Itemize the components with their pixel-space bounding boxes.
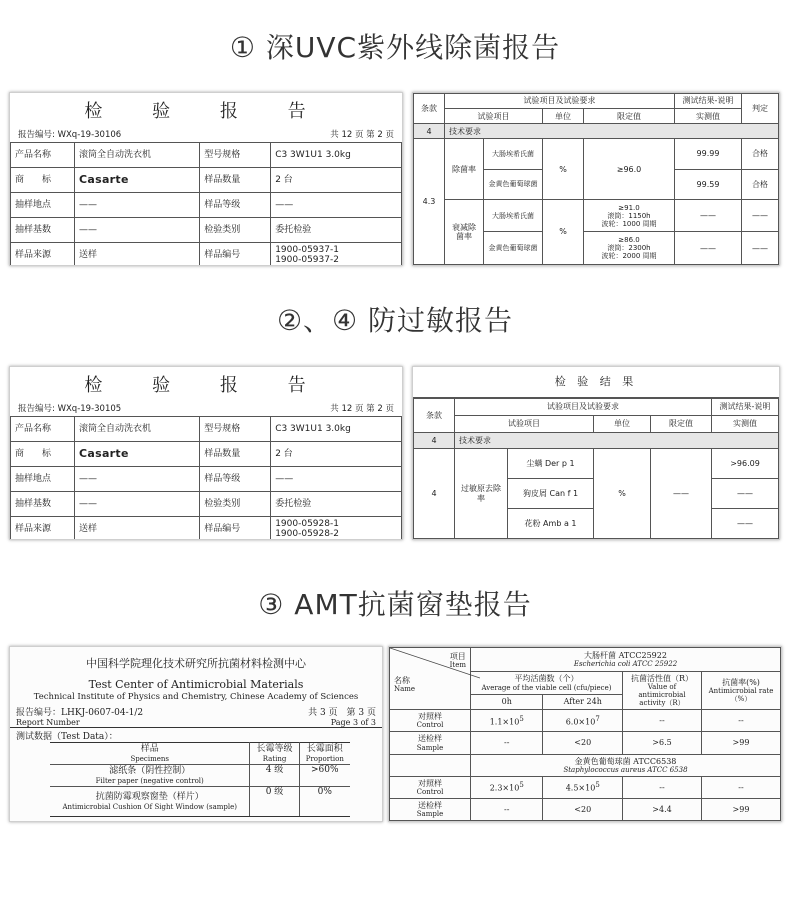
- cell: 委托检验: [271, 218, 402, 243]
- allergy-inspection-report: [9, 366, 403, 540]
- cell: [390, 754, 471, 776]
- cell: 衰减除菌率: [445, 200, 484, 265]
- cell: 4: [414, 433, 455, 449]
- center-name-en: Test Center of Antimicrobial Materials: [88, 678, 304, 691]
- cell: >96.09: [712, 449, 779, 479]
- cell: 狗皮屑 Can f 1: [508, 479, 594, 509]
- cell: 样品编号: [200, 517, 271, 541]
- row-label: 对照样 Control: [390, 710, 471, 732]
- cell: <20: [543, 732, 623, 754]
- cell: 过敏原去除率: [455, 449, 508, 539]
- mold-rating-table: [50, 742, 350, 817]
- cell: 除菌率: [445, 139, 484, 200]
- table-row: [11, 492, 402, 517]
- cell: $1.1\times 10^5$: [471, 710, 543, 732]
- cell: 大肠埃希氏菌: [484, 200, 543, 232]
- cell: 委托检验: [271, 492, 402, 517]
- uvc-test-results: [412, 92, 780, 266]
- cell: 检验类别: [200, 492, 271, 517]
- section-title-allergy: ②、④ 防过敏报告: [276, 304, 514, 337]
- cell: ——: [75, 492, 200, 517]
- allergy-test-results: [412, 366, 780, 540]
- report-heading: 检 验 报 告: [84, 101, 328, 122]
- cell: 型号规格: [200, 417, 271, 442]
- cell: --: [471, 732, 543, 754]
- item-label: 项目 Item: [449, 652, 466, 670]
- cell: $6.0\times 10^7$: [543, 710, 623, 732]
- table-row: [11, 417, 402, 442]
- cell: %: [543, 200, 584, 265]
- cell: 金黄色葡萄球菌: [484, 232, 543, 265]
- cell: 送样: [75, 517, 200, 541]
- header-cell: 单位: [594, 416, 651, 433]
- cell: 样品等级: [200, 193, 271, 218]
- cell: >99: [702, 798, 781, 820]
- cell: ——: [712, 479, 779, 509]
- cell: 0%: [299, 787, 350, 817]
- header-cell: 试验项目及试验要求: [445, 94, 675, 109]
- name-label: 名称 Name: [394, 676, 416, 694]
- cell: 产品名称: [11, 417, 75, 442]
- report-number: 报告编号：LHKJ-0607-04-1/2: [16, 708, 144, 718]
- section-title-amt: ③ AMT抗菌窗垫报告: [258, 588, 532, 621]
- header-cell: 限定值: [651, 416, 712, 433]
- amt-antibacterial-results: [388, 646, 782, 822]
- cell: 技术要求: [455, 433, 779, 449]
- uvc-inspection-report: [9, 92, 403, 266]
- cell: 99.59: [675, 169, 742, 199]
- cell: 样品编号: [200, 243, 271, 267]
- header-cell: 抗菌率(%) Antimicrobial rate（%）: [702, 672, 781, 710]
- section-title-uvc: ① 深UVC紫外线除菌报告: [229, 31, 561, 64]
- cell: ≥91.0 滚筒：1150h 波轮：1000 周期: [584, 200, 675, 232]
- cell: 抽样地点: [11, 467, 75, 492]
- report-number: 报告编号: WXq-19-30105: [18, 403, 122, 414]
- cell: $2.3\times 10^5$: [471, 776, 543, 798]
- cell: 样品数量: [200, 442, 271, 467]
- report-number: 报告编号: WXq-19-30106: [18, 129, 122, 140]
- header-cell: 条款: [414, 399, 455, 433]
- cell: --: [702, 776, 781, 798]
- cell: 滚筒全自动洗衣机: [75, 417, 200, 442]
- cell: $4.5\times 10^5$: [543, 776, 623, 798]
- cell: 样品等级: [200, 467, 271, 492]
- institute-name-en: Technical Institute of Physics and Chemistry, Chinese Academy of Sciences: [33, 692, 359, 702]
- report-page: 共 3 页 第 3 页: [308, 708, 376, 718]
- cell: ——: [651, 449, 712, 539]
- cell: 2 台: [271, 442, 402, 467]
- cell: 检验类别: [200, 218, 271, 243]
- header-cell: 实测值: [712, 416, 779, 433]
- cell: 合格: [742, 169, 779, 199]
- header-diagonal-cell: [390, 648, 471, 710]
- header-cell: 限定值: [584, 109, 675, 124]
- cell: 4: [414, 124, 445, 139]
- cell: ——: [271, 467, 402, 492]
- header-cell: 试验项目: [455, 416, 594, 433]
- cell: 金黄色葡萄球菌: [484, 169, 543, 199]
- header-cell: 试验项目及试验要求: [455, 399, 712, 416]
- report-page: 共 12 页 第 2 页: [330, 129, 394, 140]
- cell: %: [543, 139, 584, 200]
- report-page-en: Page 3 of 3: [330, 718, 376, 727]
- cell: 4.3: [414, 139, 445, 265]
- bacteria-staph-header: 金黄色葡萄球菌 ATCC6538 Staphylococcus aureus ATCC 6538: [471, 754, 781, 776]
- cell: 大肠埃希氏菌: [484, 139, 543, 169]
- cell: --: [471, 798, 543, 820]
- header-cell: 测试结果-说明: [675, 94, 742, 109]
- report-info-table: [10, 416, 402, 540]
- cell: C3 3W1U1 3.0kg: [271, 417, 402, 442]
- allergy-results-table: [413, 398, 779, 539]
- uvc-results-table: [413, 93, 779, 265]
- cell: 商 标: [11, 168, 75, 193]
- table-row: [11, 517, 402, 541]
- cell: %: [594, 449, 651, 539]
- cell: 抽样基数: [11, 218, 75, 243]
- brand-logo: Casarte: [75, 168, 200, 193]
- cell: >60%: [299, 765, 350, 787]
- bacteria-ecoli-header: 大肠杆菌 ATCC25922 Escherichia coli ATCC 25922: [471, 648, 781, 672]
- antibacterial-table: [389, 647, 781, 821]
- brand-logo: Casarte: [75, 442, 200, 467]
- cell: 2 台: [271, 168, 402, 193]
- cell: 样品来源: [11, 243, 75, 267]
- cas-mold-report: [9, 646, 383, 822]
- table-row: [11, 218, 402, 243]
- cell: 4 级: [250, 765, 299, 787]
- cell: ≥96.0: [584, 139, 675, 200]
- center-name-cn: 中国科学院理化技术研究所抗菌材料检测中心: [86, 657, 306, 670]
- report-number-en: Report Number: [16, 718, 80, 727]
- cell: 抽样地点: [11, 193, 75, 218]
- table-row: [11, 243, 402, 267]
- cell: 滚筒全自动洗衣机: [75, 143, 200, 168]
- header-cell: 判定: [742, 94, 779, 124]
- cell: 1900-05928-1 1900-05928-2: [271, 517, 402, 541]
- cell: --: [623, 776, 702, 798]
- cell: >6.5: [623, 732, 702, 754]
- header-cell: 长霉面积 Proportion: [299, 743, 350, 765]
- cell: 产品名称: [11, 143, 75, 168]
- cell: <20: [543, 798, 623, 820]
- header-cell: 平均活菌数（个） Average of the viable cell (cfu/piece): [471, 672, 623, 694]
- cell: ——: [742, 232, 779, 265]
- report-heading: 检 验 报 告: [84, 375, 328, 396]
- table-row: [11, 442, 402, 467]
- cell: ≥86.0 滚筒：2300h 波轮：2000 周期: [584, 232, 675, 265]
- cell: 4: [414, 449, 455, 539]
- row-label: 送检样 Sample: [390, 732, 471, 754]
- cell: 型号规格: [200, 143, 271, 168]
- cell: 抗菌防霉观察窗垫（样片） Antimicrobial Cushion Of Sight Window (sample): [50, 787, 250, 817]
- cell: C3 3W1U1 3.0kg: [271, 143, 402, 168]
- cell: 滤纸条（阴性控制） Filter paper (negative control): [50, 765, 250, 787]
- cell: 抽样基数: [11, 492, 75, 517]
- cell: ——: [742, 200, 779, 232]
- cell: ——: [675, 200, 742, 232]
- cell: ——: [712, 509, 779, 539]
- row-label: 送检样 Sample: [390, 798, 471, 820]
- report-page: 共 12 页 第 2 页: [330, 403, 394, 414]
- cell: 0 级: [250, 787, 299, 817]
- cell: ——: [675, 232, 742, 265]
- header-cell: 测试结果-说明: [712, 399, 779, 416]
- cell: ——: [75, 193, 200, 218]
- header-cell: 试验项目: [445, 109, 543, 124]
- cell: 送样: [75, 243, 200, 267]
- cell: ——: [271, 193, 402, 218]
- cell: 花粉 Amb a 1: [508, 509, 594, 539]
- header-cell: 长霉等级 Rating: [250, 743, 299, 765]
- test-data-label: 测试数据（Test Data）：: [16, 732, 118, 742]
- results-heading: 检 验 结 果: [413, 367, 779, 398]
- report-info-table: [10, 142, 402, 266]
- cell: ——: [75, 467, 200, 492]
- cell: 技术要求: [445, 124, 779, 139]
- cell: 99.99: [675, 139, 742, 169]
- table-row: [11, 193, 402, 218]
- cell: --: [623, 710, 702, 732]
- table-row: [11, 168, 402, 193]
- cell: 样品数量: [200, 168, 271, 193]
- cell: 合格: [742, 139, 779, 169]
- header-cell: 单位: [543, 109, 584, 124]
- cell: >4.4: [623, 798, 702, 820]
- cell: --: [702, 710, 781, 732]
- header-cell: After 24h: [543, 694, 623, 710]
- cell: ——: [75, 218, 200, 243]
- header-cell: 实测值: [675, 109, 742, 124]
- cell: 尘螨 Der p 1: [508, 449, 594, 479]
- cell: 1900-05937-1 1900-05937-2: [271, 243, 402, 267]
- header-cell: 抗菌活性值（R） Value of antimicrobial activity（R）: [623, 672, 702, 710]
- cell: >99: [702, 732, 781, 754]
- header-cell: 0h: [471, 694, 543, 710]
- header-cell: 样品 Specimens: [50, 743, 250, 765]
- cell: 样品来源: [11, 517, 75, 541]
- cell: 商 标: [11, 442, 75, 467]
- row-label: 对照样 Control: [390, 776, 471, 798]
- header-cell: 条款: [414, 94, 445, 124]
- table-row: [11, 467, 402, 492]
- table-row: [11, 143, 402, 168]
